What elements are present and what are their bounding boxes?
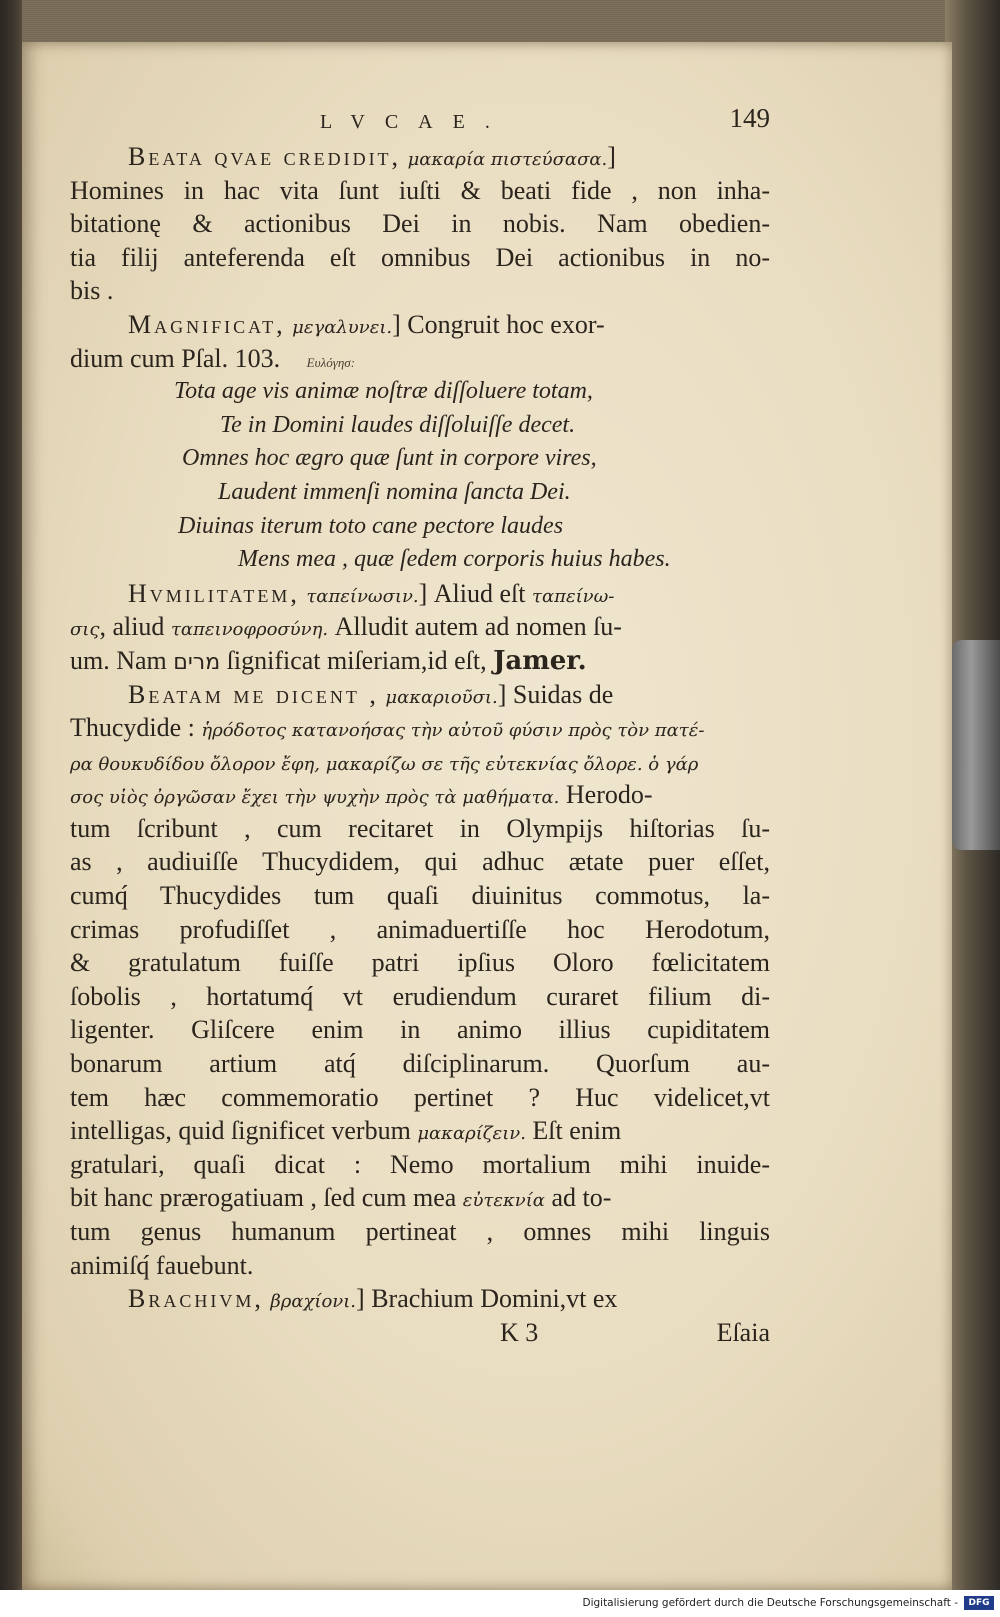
lemma: Magnificat,: [128, 309, 286, 339]
text-fragment: ]: [607, 142, 616, 171]
verse-line: Mens mea , quæ ſedem corporis huius habes.: [238, 546, 671, 573]
text-line: tum genus humanum pertineat , omnes mihi linguis: [70, 1217, 770, 1246]
text-line: gratulari, quaſi dicat : Nemo mortalium mihi inuide-: [70, 1149, 770, 1179]
text-line: [70, 745, 770, 779]
text-line: [70, 610, 770, 644]
text-line: tum ſcribunt , cum recitaret in Olympijs hiſtorias ſu-: [70, 813, 770, 843]
book-page: [22, 42, 952, 1590]
text-line: [70, 342, 770, 376]
greek-term: μακαρία πιστεύσασα.: [407, 149, 608, 170]
page-text: [70, 102, 770, 1349]
hebrew-term: מרים: [173, 649, 221, 675]
text-fragment: Alludit autem ad nomen ſu-: [334, 612, 622, 642]
text-fragment: ſignificat miſeriam,id eſt,: [226, 645, 487, 675]
funding-credit: Digitalisierung gefördert durch die Deutsche Forschungsgemeinschaft -: [582, 1597, 958, 1609]
lemma: Beatam me dicent ,: [128, 679, 379, 709]
text-line: bonarum artium atq́ diſciplinarum. Quorſum au-: [70, 1049, 770, 1079]
text-line: ligenter. Gliſcere enim in animo illius cupiditatem: [70, 1015, 770, 1045]
book-binding-edge: [0, 0, 22, 1590]
dfg-logo: DFG: [964, 1596, 994, 1610]
text-line: tem hæc commemoratio pertinet ? Huc videlicet,vt: [70, 1082, 770, 1112]
verse-line: Te in Domini laudes diſſoluiſſe decet.: [220, 411, 576, 438]
greek-term: βραχίονι.: [270, 1291, 357, 1313]
greek-term: μακαριοῦσι.: [385, 686, 498, 708]
text-fragment: intelligas, quid ſignificet verbum: [70, 1116, 411, 1146]
text-line: [70, 678, 770, 712]
text-line: [70, 778, 770, 812]
greek-term: ταπεινοφροσύνη.: [170, 619, 329, 641]
greek-term: σις: [70, 619, 100, 641]
greek-quotation: ἡρόδοτος κατανοήσας τὴν αὐτοῦ φύσιν πρὸς τὸν πατέ-: [201, 720, 705, 742]
text-fragment: ] Aliud eſt: [418, 578, 526, 608]
catchword: Eſaia: [716, 1317, 770, 1347]
greek-quotation: σος υἱὸς ὀργῶσαν ἔχει τὴν ψυχὴν πρὸς τὰ μαθήματα.: [70, 787, 560, 809]
signature-mark: K 3: [500, 1317, 539, 1347]
running-head: [70, 102, 770, 140]
text-line: [70, 577, 770, 611]
greek-term: ταπείνωσιν.: [306, 585, 419, 607]
lemma: Brachivm,: [128, 1284, 264, 1314]
text-line: Homines in hac vita ſunt iuſti & beati fide , non inha-: [70, 175, 770, 205]
text-line: [70, 1181, 770, 1215]
text-fragment: bit hanc prærogatiuam , ſed cum mea: [70, 1183, 457, 1213]
greek-quotation: ρα θουκυδίδου ὄλορον ἔφη, μακαρίζω σε τῆς εὐτεκνίας ὄλορε. ὁ γάρ: [70, 753, 699, 775]
verse-line: Omnes hoc ægro quæ ſunt in corpore vires,: [182, 445, 597, 472]
text-line: [70, 308, 770, 342]
lemma: Beata qvae credidit,: [128, 142, 402, 171]
greek-term: μεγαλυνει.: [292, 316, 393, 338]
text-line: [70, 711, 770, 745]
verse-line: Tota age vis animæ noſtræ diſſoluere totam,: [174, 378, 593, 405]
digitization-footer: [0, 1590, 1000, 1617]
text-fragment: ] Brachium Domini,vt ex: [356, 1284, 618, 1314]
text-line: [70, 1114, 770, 1148]
text-fragment: Eſt enim: [532, 1116, 622, 1146]
text-fragment: Herodo-: [565, 780, 653, 810]
text-line: ſobolis , hortatumq́ vt erudiendum curaret filium di-: [70, 981, 770, 1011]
text-line: [70, 644, 770, 678]
text-line: animiſq́ fauebunt.: [70, 1250, 254, 1280]
greek-term: εὐτεκνία: [462, 1190, 545, 1212]
text-fragment: ] Suidas de: [497, 679, 614, 709]
text-fragment: ] Congruit hoc exor-: [392, 309, 605, 339]
fraktur-term: Jamer.: [493, 645, 587, 676]
handwritten-note: Ευλόγησ:: [306, 354, 356, 370]
text-fragment: Thucydide :: [70, 713, 195, 743]
text-line: cumq́ Thucydides tum quaſi diuinitus commotus, la-: [70, 881, 770, 911]
greek-term: ταπείνω-: [532, 585, 615, 607]
text-line: tia filij anteferenda eſt omnibus Dei actionibus in no-: [70, 242, 770, 272]
verse-line: Laudent immenſi nomina ſancta Dei.: [218, 478, 571, 505]
text-line: [70, 1282, 770, 1316]
text-line: bitationę & actionibus Dei in nobis. Nam obedien-: [70, 209, 770, 239]
text-fragment: dium cum Pſal. 103.: [70, 343, 281, 373]
text-line: crimas profudiſſet , animaduertiſſe hoc Herodotum,: [70, 914, 770, 944]
verse-line: Diuinas iterum toto cane pectore laudes: [178, 512, 564, 539]
text-fragment: ad to-: [551, 1183, 612, 1213]
text-line: as , audiuiſſe Thucydidem, qui adhuc ætate puer eſſet,: [70, 847, 770, 877]
book-clasp: [952, 640, 1000, 850]
greek-term: μακαρίζειν.: [417, 1123, 526, 1145]
text-line: & gratulatum fuiſſe patri ipſius Oloro fœlicitatem: [70, 948, 770, 978]
running-head-title: LVCAE.: [320, 111, 510, 133]
text-line: bis .: [70, 276, 114, 306]
text-fragment: , aliud: [99, 612, 165, 642]
text-fragment: um. Nam: [70, 645, 167, 675]
text-line: [70, 140, 770, 174]
lemma: Hvmilitatem,: [128, 578, 300, 608]
page-footer-line: [70, 1316, 770, 1350]
page-number: 149: [729, 103, 770, 133]
